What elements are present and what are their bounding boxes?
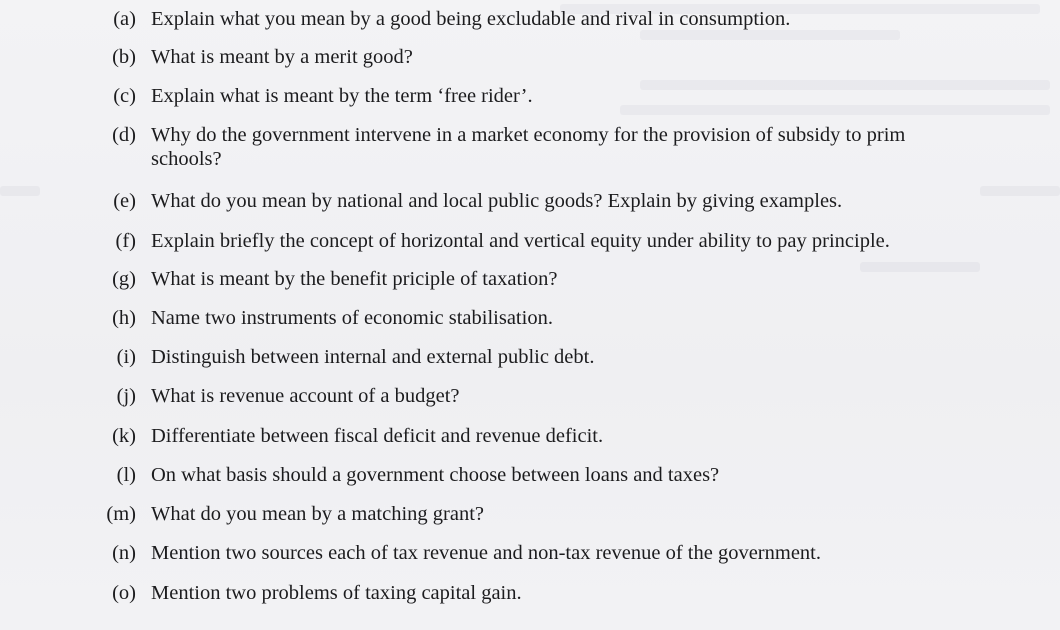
question-label: (d) [112, 124, 136, 146]
question-text: Explain what you mean by a good being excludable and rival in consumption. [151, 8, 791, 30]
question-label: (g) [112, 268, 136, 290]
question-text: Explain what is meant by the term ‘free rider’. [151, 85, 533, 107]
question-label: (m) [106, 503, 136, 525]
question-label: (k) [112, 425, 136, 447]
question-text: What do you mean by national and local public goods? Explain by giving examples. [151, 190, 843, 212]
question-label: (o) [112, 582, 136, 604]
question-text: On what basis should a government choose between loans and taxes? [151, 464, 720, 486]
question-label: (b) [112, 46, 136, 68]
question-label: (e) [113, 190, 136, 212]
question-label: (h) [112, 307, 136, 329]
question-text-continued: schools? [151, 148, 222, 170]
question-text: Name two instruments of economic stabilisation. [151, 307, 553, 329]
question-text: Distinguish between internal and external public debt. [151, 346, 595, 368]
question-text: What is meant by the benefit priciple of taxation? [151, 268, 558, 290]
question-label: (f) [115, 230, 136, 252]
question-label: (a) [113, 8, 136, 30]
question-label: (i) [116, 346, 136, 368]
question-label: (l) [116, 464, 136, 486]
question-label: (c) [113, 85, 136, 107]
question-text: Differentiate between fiscal deficit and revenue deficit. [151, 425, 604, 447]
question-text: Mention two problems of taxing capital gain. [151, 582, 522, 604]
question-text: Explain briefly the concept of horizontal and vertical equity under ability to pay principle. [151, 230, 890, 252]
question-text: Mention two sources each of tax revenue and non-tax revenue of the government. [151, 542, 821, 564]
question-text: What is meant by a merit good? [151, 46, 413, 68]
question-text: What do you mean by a matching grant? [151, 503, 485, 525]
question-text: Why do the government intervene in a market economy for the provision of subsidy to prim [151, 124, 906, 146]
question-label: (n) [112, 542, 136, 564]
question-label: (j) [116, 385, 136, 407]
question-text: What is revenue account of a budget? [151, 385, 460, 407]
